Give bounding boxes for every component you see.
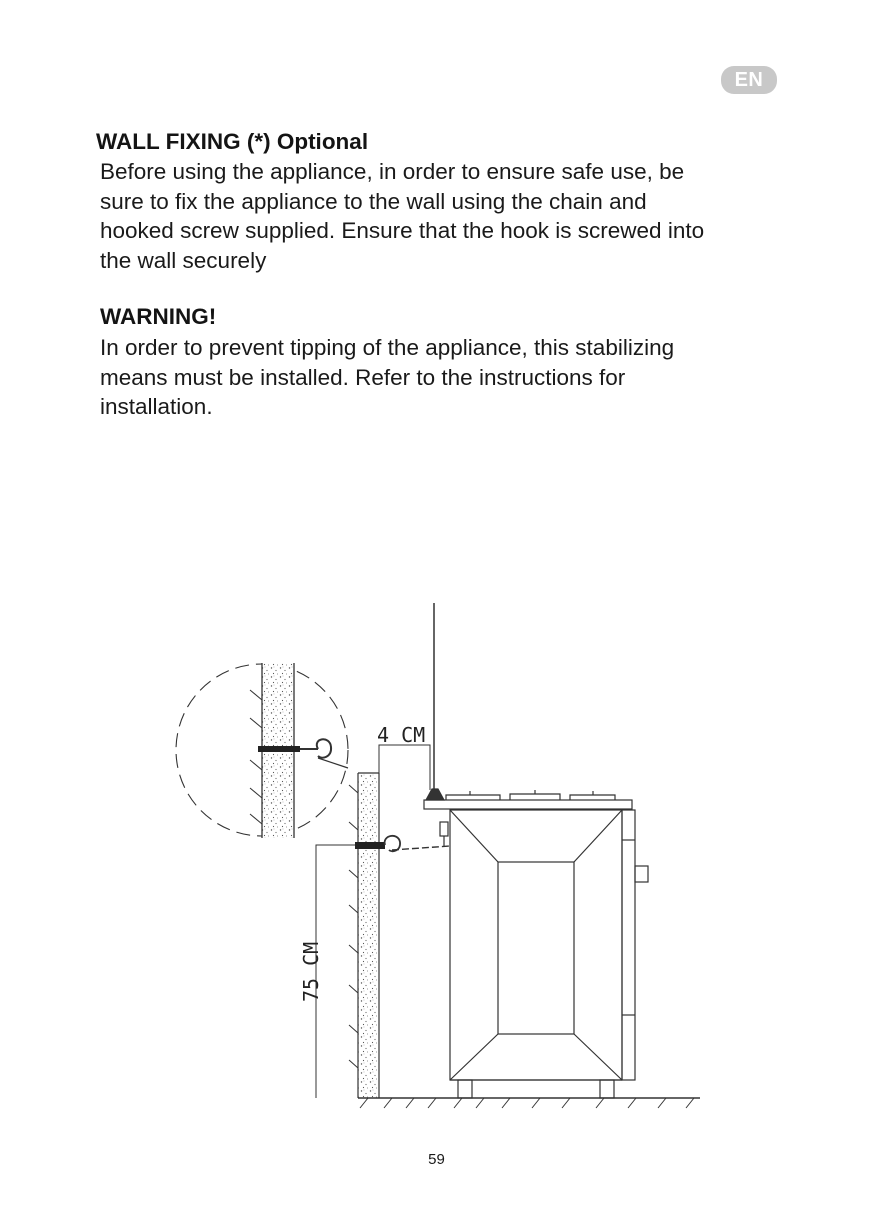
paragraph-line: sure to fix the appliance to the wall using the chain and bbox=[100, 188, 647, 214]
section-heading-wall-fixing: WALL FIXING (*) Optional bbox=[96, 129, 369, 154]
height-dimension-label: 75 CM bbox=[299, 941, 323, 1002]
wall-fixing-diagram bbox=[0, 590, 873, 1120]
paragraph-line: the wall securely bbox=[100, 247, 267, 273]
wall-fixing-paragraph bbox=[100, 157, 790, 275]
paragraph-line: In order to prevent tipping of the appliance, this stabilizing bbox=[100, 335, 675, 360]
paragraph-line: hooked screw supplied. Ensure that the hook is screwed into bbox=[100, 218, 705, 243]
gap-dimension-label: 4 CM bbox=[377, 723, 426, 747]
wall bbox=[349, 773, 379, 1098]
paragraph-line: installation. bbox=[100, 394, 213, 419]
page-number: 59 bbox=[428, 1151, 445, 1168]
paragraph-line: Before using the appliance, in order to ensure safe use, be bbox=[100, 159, 685, 184]
cooker bbox=[424, 603, 648, 1098]
detail-magnifier bbox=[176, 663, 348, 838]
warning-paragraph bbox=[100, 333, 790, 422]
burner-grates bbox=[446, 790, 615, 800]
paragraph-line: means must be installed. Refer to the instructions for bbox=[100, 364, 626, 390]
floor bbox=[358, 1098, 700, 1108]
section-heading-warning: WARNING! bbox=[100, 304, 217, 329]
language-badge: EN bbox=[721, 66, 777, 94]
